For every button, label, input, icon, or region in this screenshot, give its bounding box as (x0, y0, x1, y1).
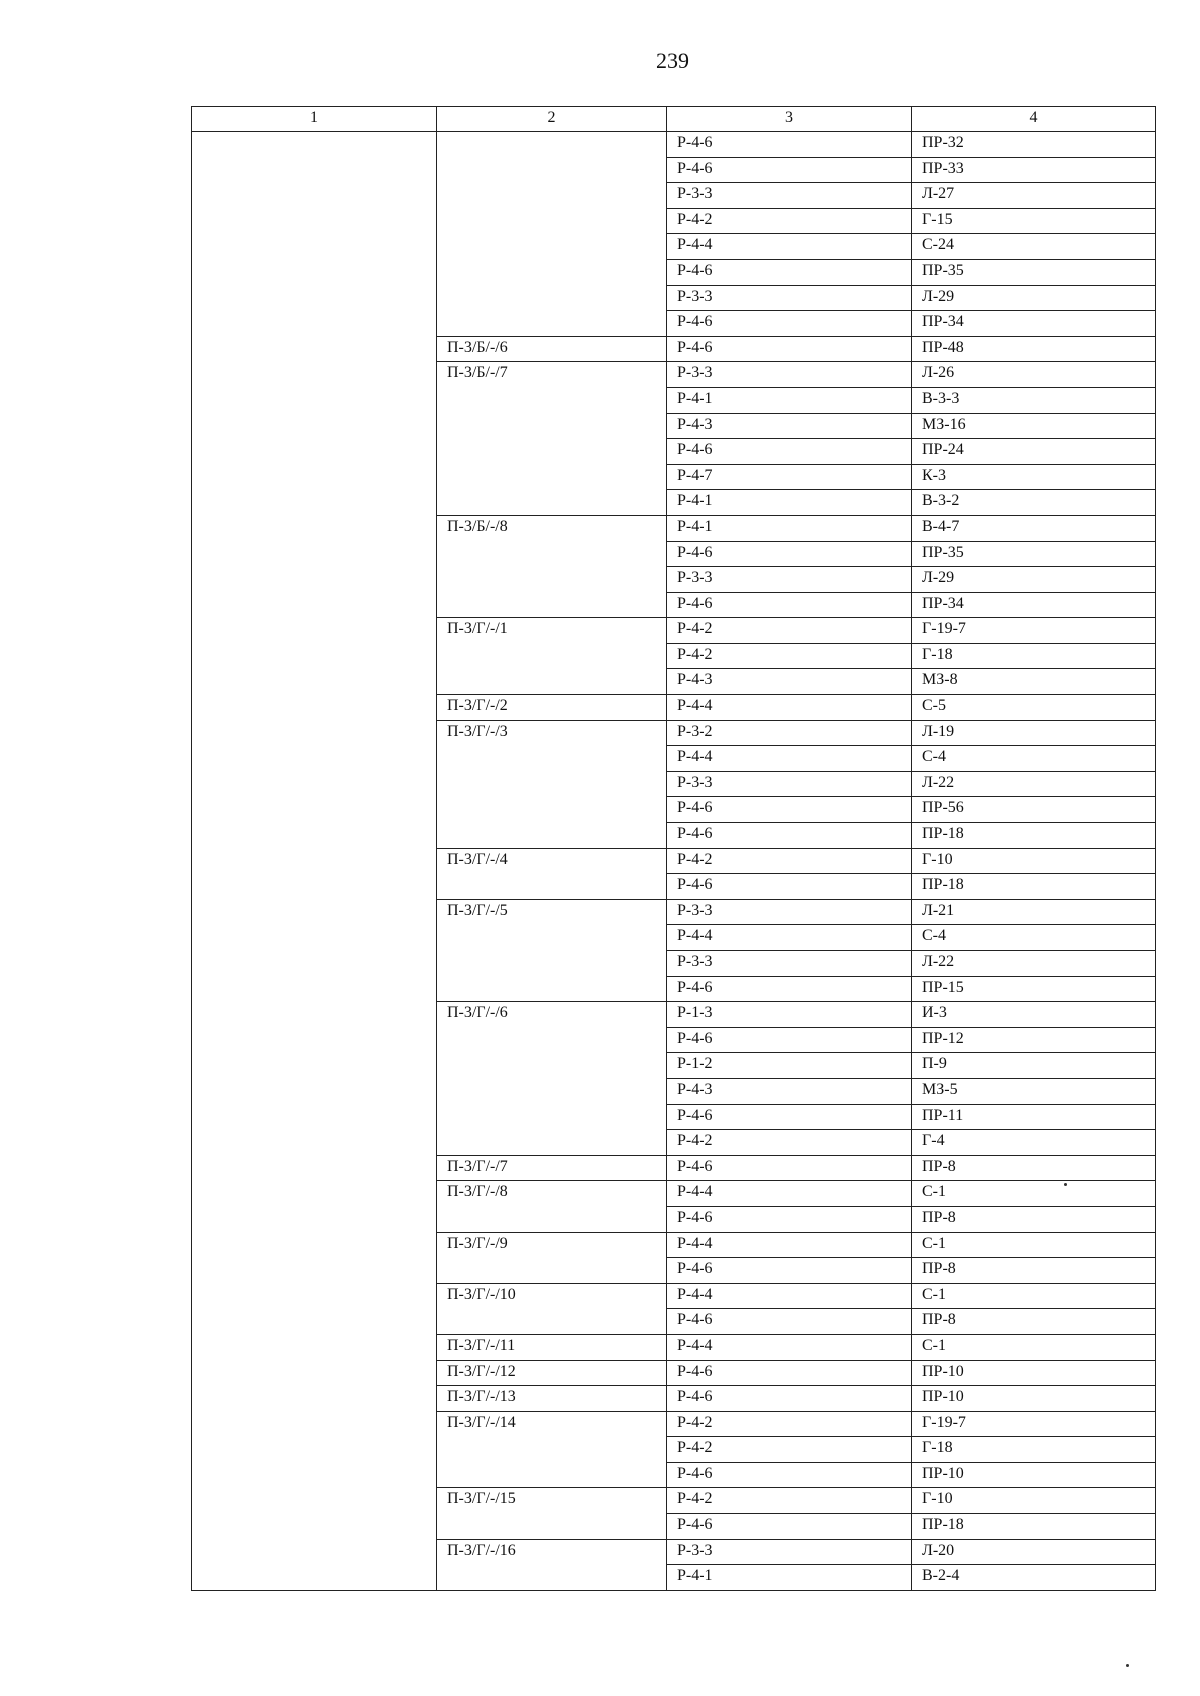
route-code-cell: Р-1-2 (667, 1053, 912, 1079)
route-code-cell: Р-4-6 (667, 976, 912, 1002)
group-code-cell: П-3/Г/-/13 (437, 1386, 667, 1412)
target-code-cell: ПР-8 (912, 1155, 1156, 1181)
route-code-cell: Р-4-2 (667, 1437, 912, 1463)
group-code-cell: П-3/Г/-/8 (437, 1181, 667, 1232)
route-code-cell: Р-4-1 (667, 490, 912, 516)
group-code-cell (437, 132, 667, 337)
target-code-cell: В-3-2 (912, 490, 1156, 516)
route-code-cell: Р-4-4 (667, 1334, 912, 1360)
header-col-4: 4 (912, 107, 1156, 132)
route-code-cell: Р-4-2 (667, 1488, 912, 1514)
route-code-cell: Р-4-6 (667, 1027, 912, 1053)
target-code-cell: ПР-8 (912, 1309, 1156, 1335)
target-code-cell: Г-4 (912, 1130, 1156, 1156)
route-code-cell: Р-4-6 (667, 797, 912, 823)
route-code-cell: Р-4-6 (667, 823, 912, 849)
target-code-cell: В-2-4 (912, 1565, 1156, 1591)
target-code-cell: С-1 (912, 1232, 1156, 1258)
target-code-cell: ПР-18 (912, 823, 1156, 849)
target-code-cell: Л-29 (912, 285, 1156, 311)
target-code-cell: С-24 (912, 234, 1156, 260)
group-code-cell: П-3/Г/-/4 (437, 848, 667, 899)
target-code-cell: С-1 (912, 1181, 1156, 1207)
target-code-cell: Г-10 (912, 1488, 1156, 1514)
target-code-cell: ПР-12 (912, 1027, 1156, 1053)
group-code-cell: П-3/Г/-/1 (437, 618, 667, 695)
target-code-cell: Л-20 (912, 1539, 1156, 1565)
route-code-cell: Р-4-6 (667, 1206, 912, 1232)
target-code-cell: Г-19-7 (912, 1411, 1156, 1437)
target-code-cell: ПР-8 (912, 1258, 1156, 1284)
route-code-cell: Р-4-6 (667, 1155, 912, 1181)
group-code-cell: П-3/Г/-/12 (437, 1360, 667, 1386)
header-col-2: 2 (437, 107, 667, 132)
target-code-cell: Л-29 (912, 567, 1156, 593)
target-code-cell: ПР-35 (912, 541, 1156, 567)
route-code-cell: Р-3-3 (667, 362, 912, 388)
route-code-cell: Р-4-6 (667, 1309, 912, 1335)
route-code-cell: Р-4-1 (667, 1565, 912, 1591)
route-code-cell: Р-4-4 (667, 925, 912, 951)
target-code-cell: ПР-34 (912, 592, 1156, 618)
route-code-cell: Р-3-3 (667, 771, 912, 797)
route-code-cell: Р-4-6 (667, 1104, 912, 1130)
stray-mark (1064, 1183, 1067, 1186)
route-code-cell: Р-4-3 (667, 669, 912, 695)
route-code-cell: Р-4-6 (667, 336, 912, 362)
target-code-cell: Л-19 (912, 720, 1156, 746)
target-code-cell: Л-27 (912, 183, 1156, 209)
route-code-cell: Р-4-2 (667, 848, 912, 874)
route-code-cell: Р-3-3 (667, 183, 912, 209)
group-code-cell: П-3/Г/-/3 (437, 720, 667, 848)
target-code-cell: С-5 (912, 695, 1156, 721)
route-code-cell: Р-3-3 (667, 285, 912, 311)
target-code-cell: К-3 (912, 464, 1156, 490)
stray-mark (1126, 1664, 1129, 1667)
group-code-cell: П-3/Г/-/5 (437, 899, 667, 1001)
route-code-cell: Р-4-6 (667, 259, 912, 285)
target-code-cell: ПР-34 (912, 311, 1156, 337)
target-code-cell: ПР-24 (912, 439, 1156, 465)
route-code-cell: Р-3-3 (667, 899, 912, 925)
route-code-cell: Р-4-6 (667, 1462, 912, 1488)
table-row (192, 132, 1156, 158)
target-code-cell: И-3 (912, 1002, 1156, 1028)
group-code-cell: П-3/Г/-/10 (437, 1283, 667, 1334)
target-code-cell: МЗ-5 (912, 1078, 1156, 1104)
group-code-cell: П-3/Б/-/7 (437, 362, 667, 516)
group-code-cell: П-3/Г/-/7 (437, 1155, 667, 1181)
route-code-cell: Р-4-7 (667, 464, 912, 490)
header-col-3: 3 (667, 107, 912, 132)
route-code-cell: Р-3-3 (667, 1539, 912, 1565)
route-code-cell: Р-4-4 (667, 1232, 912, 1258)
table-body (192, 132, 1156, 1591)
target-code-cell: ПР-56 (912, 797, 1156, 823)
route-code-cell: Р-4-4 (667, 746, 912, 772)
route-code-cell: Р-3-2 (667, 720, 912, 746)
route-code-cell: Р-4-4 (667, 695, 912, 721)
route-code-cell: Р-4-2 (667, 1130, 912, 1156)
header-row (192, 107, 1156, 132)
column-1-cell (192, 132, 437, 1591)
target-code-cell: ПР-10 (912, 1360, 1156, 1386)
route-code-cell: Р-4-6 (667, 541, 912, 567)
target-code-cell: ПР-32 (912, 132, 1156, 158)
group-code-cell: П-3/Г/-/15 (437, 1488, 667, 1539)
target-code-cell: ПР-11 (912, 1104, 1156, 1130)
route-code-cell: Р-4-1 (667, 515, 912, 541)
route-code-cell: Р-4-6 (667, 1386, 912, 1412)
route-code-cell: Р-4-2 (667, 643, 912, 669)
target-code-cell: Л-26 (912, 362, 1156, 388)
target-code-cell: ПР-18 (912, 874, 1156, 900)
target-code-cell: Л-22 (912, 771, 1156, 797)
group-code-cell: П-3/Г/-/16 (437, 1539, 667, 1590)
target-code-cell: П-9 (912, 1053, 1156, 1079)
route-code-cell: Р-4-6 (667, 1258, 912, 1284)
route-code-cell: Р-4-6 (667, 311, 912, 337)
target-code-cell: Г-19-7 (912, 618, 1156, 644)
route-code-cell: Р-4-3 (667, 1078, 912, 1104)
target-code-cell: С-4 (912, 925, 1156, 951)
target-code-cell: ПР-8 (912, 1206, 1156, 1232)
route-code-cell: Р-4-6 (667, 439, 912, 465)
target-code-cell: С-1 (912, 1334, 1156, 1360)
group-code-cell: П-3/Г/-/9 (437, 1232, 667, 1283)
route-code-cell: Р-4-1 (667, 387, 912, 413)
target-code-cell: ПР-35 (912, 259, 1156, 285)
target-code-cell: Г-15 (912, 208, 1156, 234)
group-code-cell: П-3/Б/-/8 (437, 515, 667, 617)
route-code-cell: Р-3-3 (667, 567, 912, 593)
group-code-cell: П-3/Г/-/2 (437, 695, 667, 721)
target-code-cell: ПР-48 (912, 336, 1156, 362)
header-col-1: 1 (192, 107, 437, 132)
route-code-cell: Р-4-4 (667, 234, 912, 260)
target-code-cell: ПР-18 (912, 1514, 1156, 1540)
target-code-cell: ПР-15 (912, 976, 1156, 1002)
page-number: 239 (656, 48, 689, 73)
route-code-cell: Р-1-3 (667, 1002, 912, 1028)
route-code-cell: Р-4-2 (667, 618, 912, 644)
route-code-cell: Р-4-6 (667, 157, 912, 183)
route-code-cell: Р-4-4 (667, 1283, 912, 1309)
target-code-cell: ПР-33 (912, 157, 1156, 183)
target-code-cell: МЗ-8 (912, 669, 1156, 695)
document-table (191, 106, 1156, 1591)
target-code-cell: Г-18 (912, 1437, 1156, 1463)
group-code-cell: П-3/Г/-/14 (437, 1411, 667, 1488)
target-code-cell: Г-10 (912, 848, 1156, 874)
group-code-cell: П-3/Г/-/6 (437, 1002, 667, 1156)
target-code-cell: Г-18 (912, 643, 1156, 669)
target-code-cell: С-4 (912, 746, 1156, 772)
route-code-cell: Р-4-6 (667, 592, 912, 618)
target-code-cell: МЗ-16 (912, 413, 1156, 439)
target-code-cell: В-4-7 (912, 515, 1156, 541)
route-code-cell: Р-4-6 (667, 874, 912, 900)
table-header (192, 107, 1156, 132)
route-code-cell: Р-4-2 (667, 208, 912, 234)
group-code-cell: П-3/Б/-/6 (437, 336, 667, 362)
route-code-cell: Р-4-3 (667, 413, 912, 439)
route-code-cell: Р-3-3 (667, 951, 912, 977)
route-code-cell: Р-4-6 (667, 132, 912, 158)
group-code-cell: П-3/Г/-/11 (437, 1334, 667, 1360)
target-code-cell: В-3-3 (912, 387, 1156, 413)
target-code-cell: ПР-10 (912, 1386, 1156, 1412)
target-code-cell: Л-22 (912, 951, 1156, 977)
route-code-cell: Р-4-4 (667, 1181, 912, 1207)
target-code-cell: С-1 (912, 1283, 1156, 1309)
route-code-cell: Р-4-6 (667, 1360, 912, 1386)
target-code-cell: ПР-10 (912, 1462, 1156, 1488)
route-code-cell: Р-4-2 (667, 1411, 912, 1437)
route-code-cell: Р-4-6 (667, 1514, 912, 1540)
target-code-cell: Л-21 (912, 899, 1156, 925)
